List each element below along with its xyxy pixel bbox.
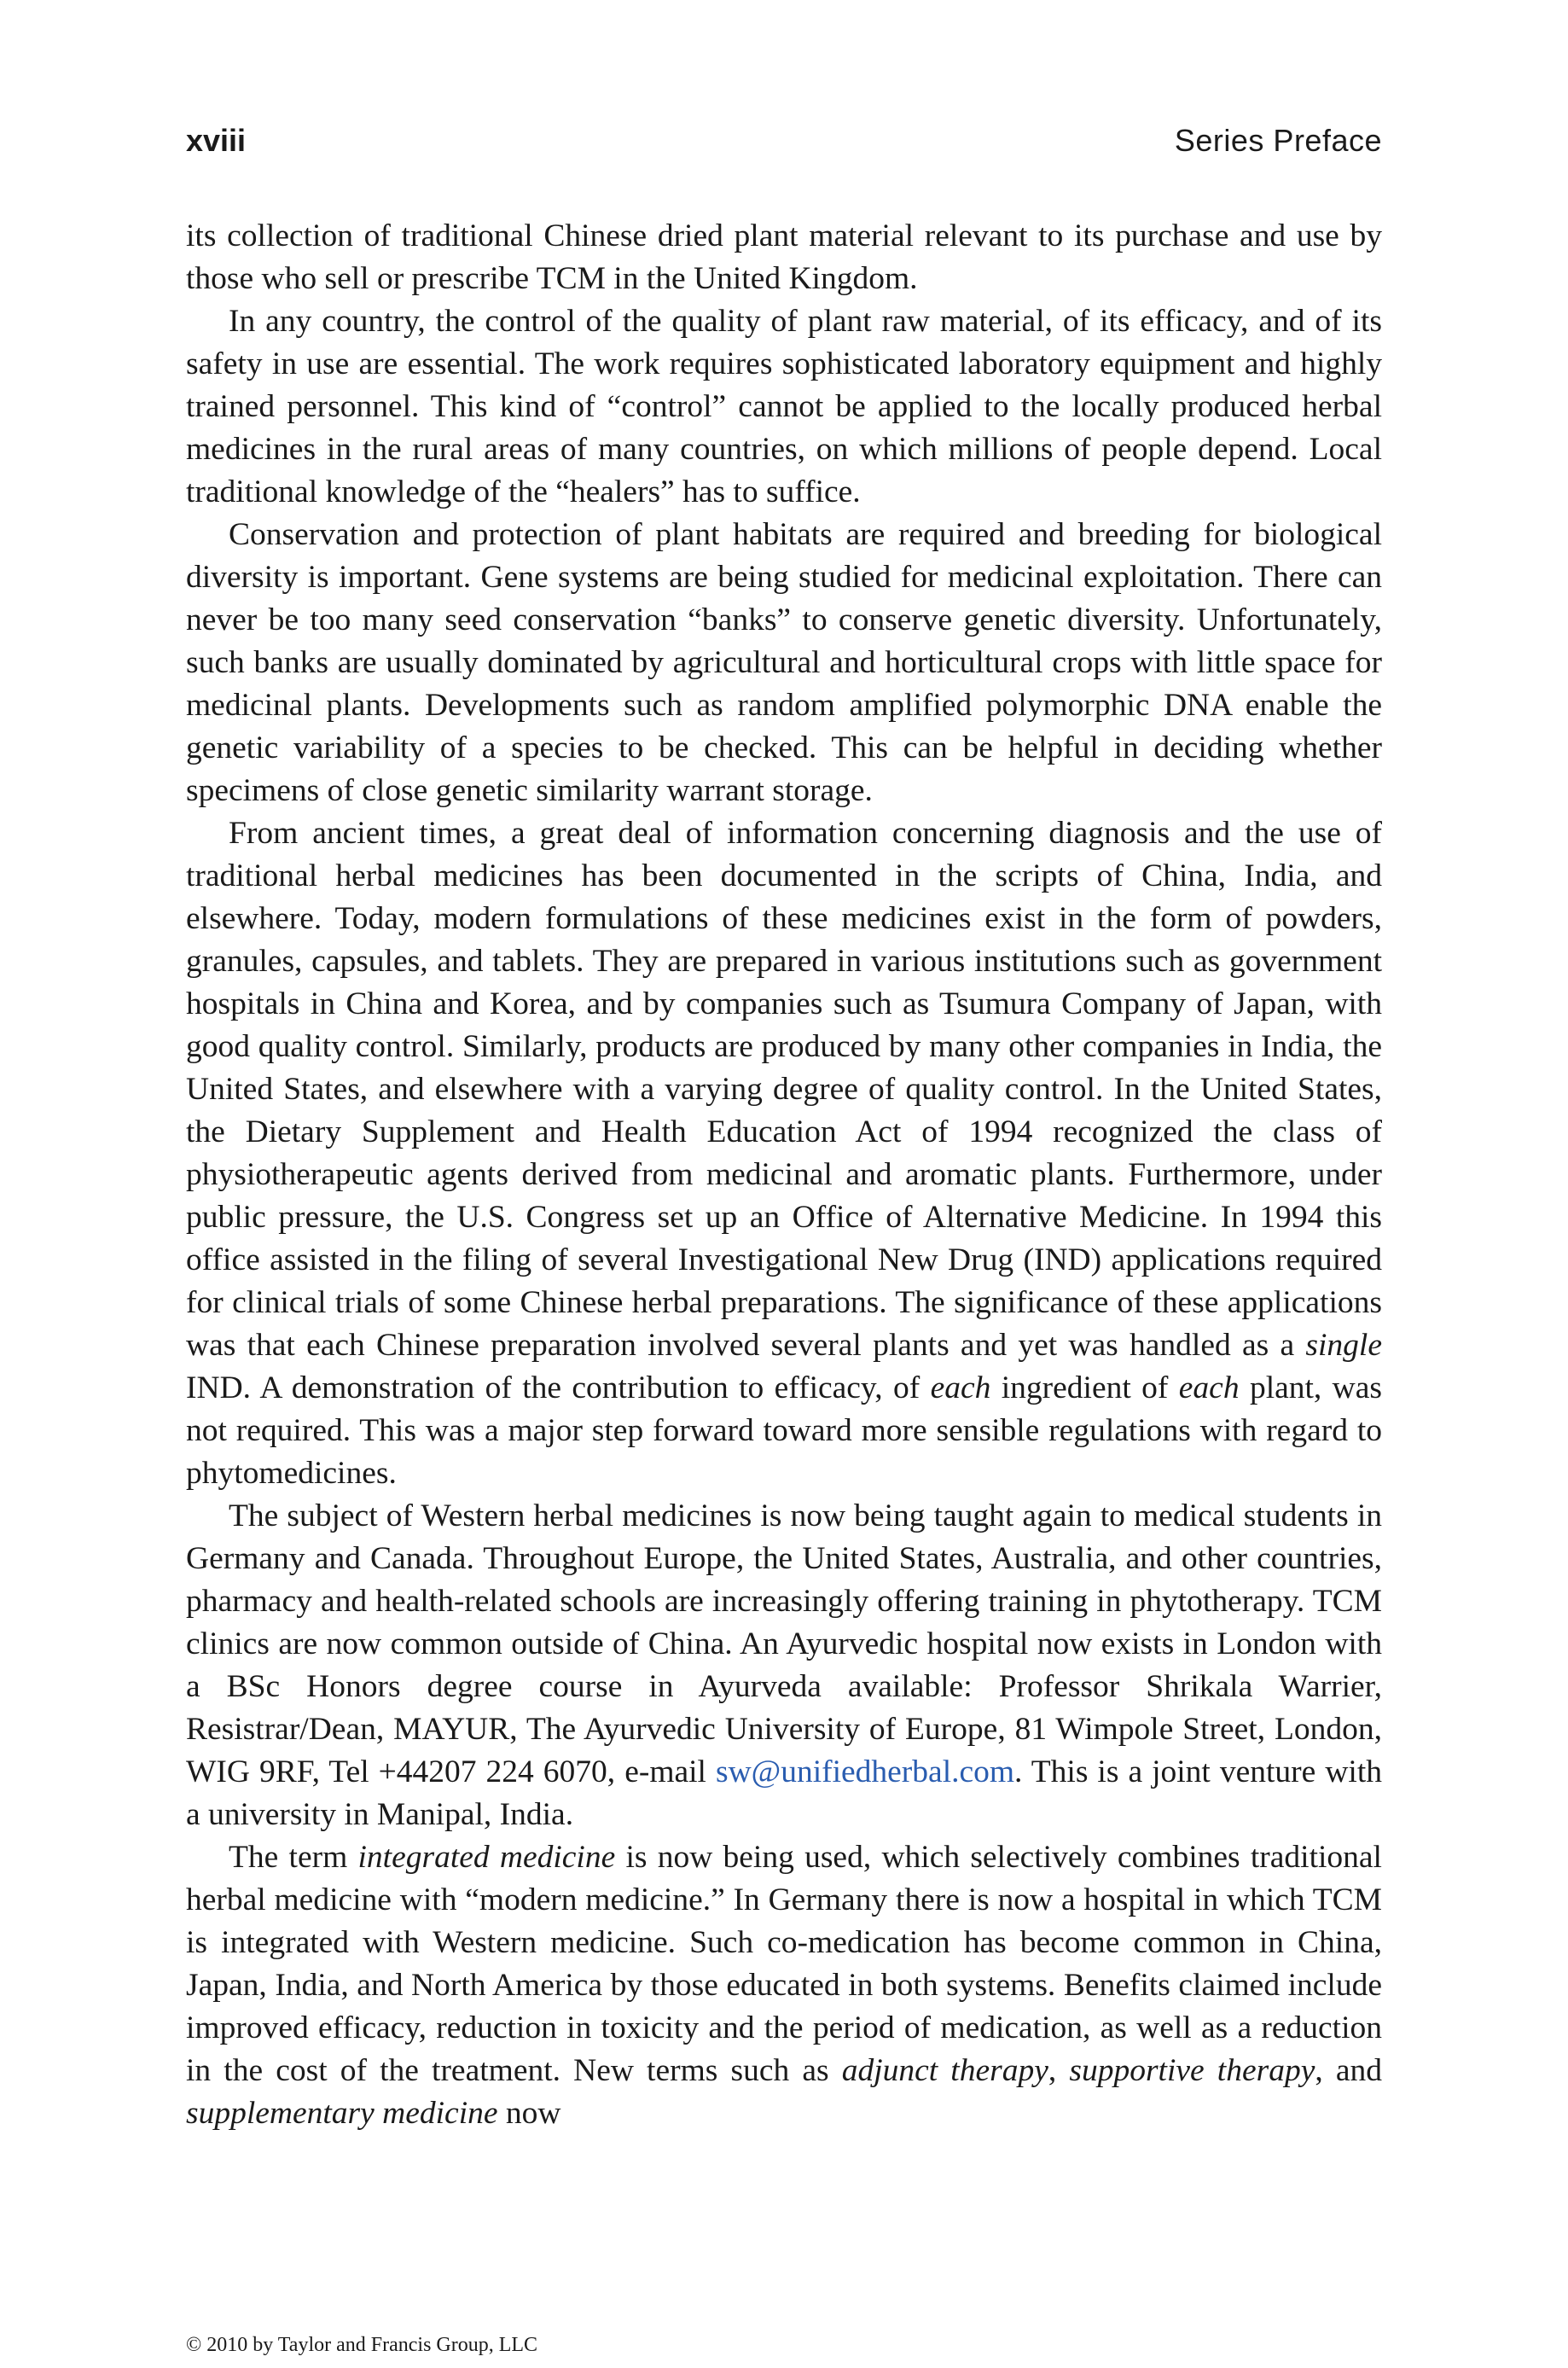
paragraph-4-text-b: IND. A demonstration of the contribution to efficacy, of bbox=[186, 1370, 931, 1405]
running-head bbox=[186, 119, 1382, 162]
page-number: xviii bbox=[186, 123, 247, 158]
emphasis-each-1: each bbox=[930, 1370, 991, 1405]
emphasis-each-2: each bbox=[1178, 1370, 1240, 1405]
emphasis-integrated-medicine: integrated medicine bbox=[357, 1840, 616, 1875]
email-link[interactable]: sw@unifiedherbal.com bbox=[715, 1754, 1015, 1789]
paragraph-6-text-c: , bbox=[1048, 2053, 1070, 2088]
emphasis-adjunct-therapy: adjunct therapy bbox=[841, 2053, 1048, 2088]
paragraph-1: its collection of traditional Chinese dried plant material relevant to its purchase and use by those who sell or prescribe TCM in the United Kingdom. bbox=[186, 218, 1382, 296]
section-title: Series Preface bbox=[1174, 123, 1382, 158]
paragraph-6-text-b: is now being used, which selectively combines traditional herbal medicine with “modern medicine.” In Germany there is now a hospital in which TCM is integrated with Western medicine. Such co-medication has become common in China, Japan, India, and North America by those educated in both systems. Benefits claimed include improved efficacy, reduction in toxicity and the period of medication, as well as a reduction in the cost of the treatment. New terms such as bbox=[186, 1840, 1382, 2088]
paragraph-4-text-c: ingredient of bbox=[990, 1370, 1179, 1405]
copyright-footer: © 2010 by Taylor and Francis Group, LLC bbox=[186, 2334, 538, 2356]
emphasis-supplementary-medicine: supplementary medicine bbox=[186, 2096, 498, 2131]
paragraph-4-text-a: From ancient times, a great deal of information concerning diagnosis and the use of traditional herbal medicines has been documented in the scripts of China, India, and elsewhere. Today, modern formulations of these medicines exist in the form of powders, granules, capsules, and tablets. They are prepared in various institutions such as government hospitals in China and Korea, and by companies such as Tsumura Company of Japan, with good quality control. Similarly, products are produced by many other companies in India, the United States, and elsewhere with a varying degree of quality control. In the United States, the Dietary Supplement and Health Education Act of 1994 recognized the class of physiotherapeutic agents derived from medicinal and aromatic plants. Furthermore, under public pressure, the U.S. Congress set up an Office of Alternative Medicine. In 1994 this office assisted in the filing of several Investigational New Drug (IND) applications required for clinical trials of some Chinese herbal preparations. The significance of these applications was that each Chinese preparation involved several plants and yet was handled as a bbox=[186, 816, 1382, 1363]
paragraph-5-text-a: The subject of Western herbal medicines is now being taught again to medical students in Germany and Canada. Throughout Europe, the United States, Australia, and other countries, pharmacy and health-related schools are increasingly offering training in phytotherapy. TCM clinics are now common outside of China. An Ayurvedic hospital now exists in London with a BSc Honors degree course in Ayurveda available: Professor Shrikala Warrier, Resistrar/Dean, MAYUR, The Ayurvedic University of Europe, 81 Wimpole Street, London, WIG 9RF, Tel +44207 224 6070, e-mail bbox=[186, 1498, 1382, 1789]
paragraph-6-text-a: The term bbox=[229, 1840, 358, 1875]
paragraph-4 bbox=[186, 812, 1382, 1495]
paragraph-6-text-d: , and bbox=[1315, 2053, 1382, 2088]
paragraph-6-text-e: now bbox=[497, 2096, 561, 2131]
body-text bbox=[186, 215, 1382, 2135]
paragraph-6 bbox=[186, 1836, 1382, 2135]
emphasis-supportive-therapy: supportive therapy bbox=[1069, 2053, 1315, 2088]
emphasis-single: single bbox=[1305, 1328, 1382, 1363]
paragraph-3: Conservation and protection of plant habitats are required and breeding for biological diversity is important. Gene systems are being studied for medicinal exploitation. There can never be too many seed conservation “banks” to conserve genetic diversity. Unfortunately, such banks are usually dominated by agricultural and horticultural crops with little space for medicinal plants. Developments such as random amplified polymorphic DNA enable the genetic variability of a species to be checked. This can be helpful in deciding whether specimens of close genetic similarity warrant storage. bbox=[186, 517, 1382, 808]
paragraph-5-text-b: . This is a joint venture with a university in Manipal, India. bbox=[186, 1754, 1382, 1832]
paragraph-4-text-d: plant, was not required. This was a major step forward toward more sensible regulations with regard to phytomedicines. bbox=[186, 1370, 1382, 1491]
paragraph-2: In any country, the control of the quality of plant raw material, of its efficacy, and of its safety in use are essential. The work requires sophisticated laboratory equipment and highly trained personnel. This kind of “control” cannot be applied to the locally produced herbal medicines in the rural areas of many countries, on which millions of people depend. Local traditional knowledge of the “healers” has to suffice. bbox=[186, 304, 1382, 509]
paragraph-5 bbox=[186, 1495, 1382, 1836]
